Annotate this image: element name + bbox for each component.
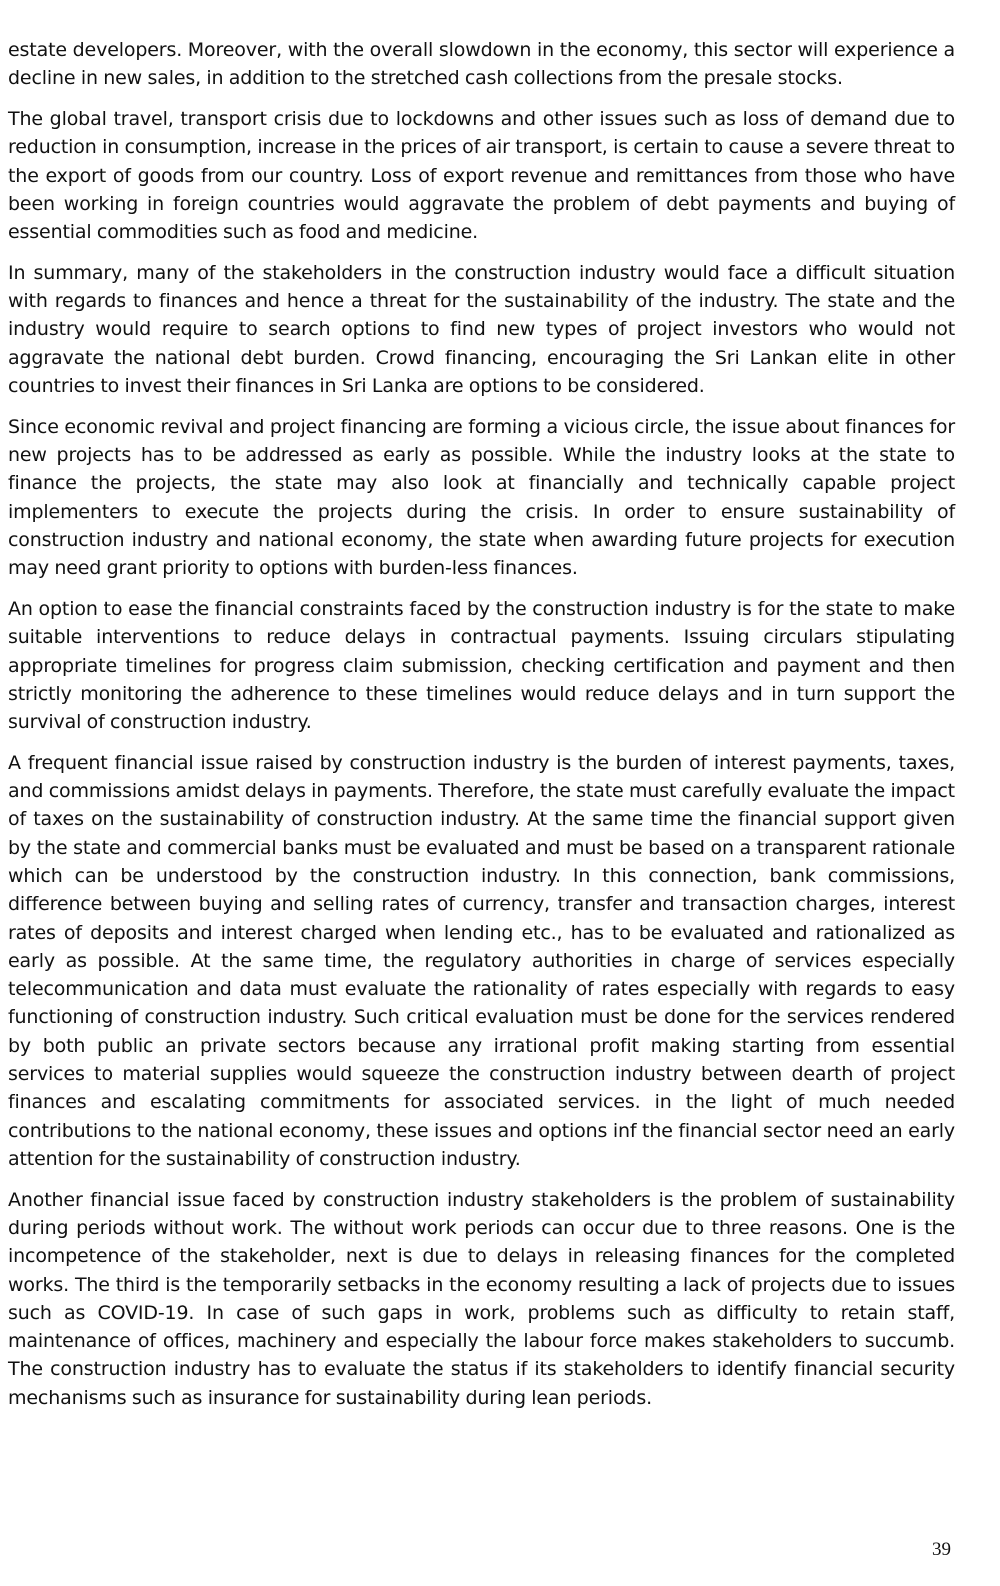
paragraph-without-work-periods: Another financial issue faced by construction industry stakeholders is the problem of sustainability during periods without work. The without work periods can occur due to three reasons. One is the incompetence of the stakeholder, next is due to delays in releasing finances for the completed works. The third is the temporarily setbacks in the economy resulting a lack of projects due to issues such as COVID-19. In case of such gaps in work, problems such as difficulty to retain staff, maintenance of offices, machinery and especially the labour force makes stakeholders to succumb. The construction industry has to evaluate the status if its stakeholders to identify financial security mechanisms such as insurance for sustainability during lean periods.	[8, 1188, 955, 1409]
paragraph-economic-revival: Since economic revival and project financing are forming a vicious circle, the issue about finances for new projects has to be addressed as early as possible. While the industry looks at the state to finance the projects, the state may also look at financially and technically capable project implementers to execute the projects during the crisis. In order to ensure sustainability of construction industry and national economy, the state when awarding future projects for execution may need grant priority to options with burden-less finances.	[8, 415, 955, 580]
page-number: 39	[932, 1539, 951, 1560]
paragraph-financial-constraints: An option to ease the financial constraints faced by the construction industry is for the state to make suitable interventions to reduce delays in contractual payments. Issuing circulars stipulating appropriate timelines for progress claim submission, checking certification and payment and then strictly monitoring the adherence to these timelines would reduce delays and in turn support the survival of construction industry.	[8, 597, 955, 734]
paragraph-interest-taxes: A frequent financial issue raised by construction industry is the burden of interest payments, taxes, and commissions amidst delays in payments. Therefore, the state must carefully evaluate the impact of taxes on the sustainability of construction industry. At the same time the financial support given by the state and commercial banks must be evaluated and must be based on a transparent rationale which can be understood by the construction industry. In this connection, bank commissions, difference between buying and selling rates of currency, transfer and transaction charges, interest rates of deposits and interest charged when lending etc., has to be evaluated and rationalized as early as possible. At the same time, the regulatory authorities in charge of services especially telecommunication and data must evaluate the rationality of rates especially with regards to easy functioning of construction industry. Such critical evaluation must be done for the services rendered by both public an private sectors because any irrational profit making starting from essential services to material supplies would squeeze the construction industry between dearth of project finances and escalating commitments for associated services. in the light of much needed contributions to the national economy, these issues and options inf the financial sector need an early attention for the sustainability of construction industry.	[8, 751, 955, 1170]
paragraph-transport-crisis: The global travel, transport crisis due to lockdowns and other issues such as loss of demand due to reduction in consumption, increase in the prices of air transport, is certain to cause a severe threat to the export of goods from our country. Loss of export revenue and remittances from those who have been working in foreign countries would aggravate the problem of debt payments and buying of essential commodities such as food and medicine.	[8, 107, 955, 244]
document-body	[8, 36, 955, 1424]
paragraph-real-estate: estate developers. Moreover, with the overall slowdown in the economy, this sector will experience a decline in new sales, in addition to the stretched cash collections from the presale stocks.	[8, 39, 955, 90]
paragraph-summary: In summary, many of the stakeholders in the construction industry would face a difficult situation with regards to finances and hence a threat for the sustainability of the industry. The state and the industry would require to search options to find new types of project investors who would not aggravate the national debt burden. Crowd financing, encouraging the Sri Lankan elite in other countries to invest their finances in Sri Lanka are options to be considered.	[8, 261, 955, 398]
